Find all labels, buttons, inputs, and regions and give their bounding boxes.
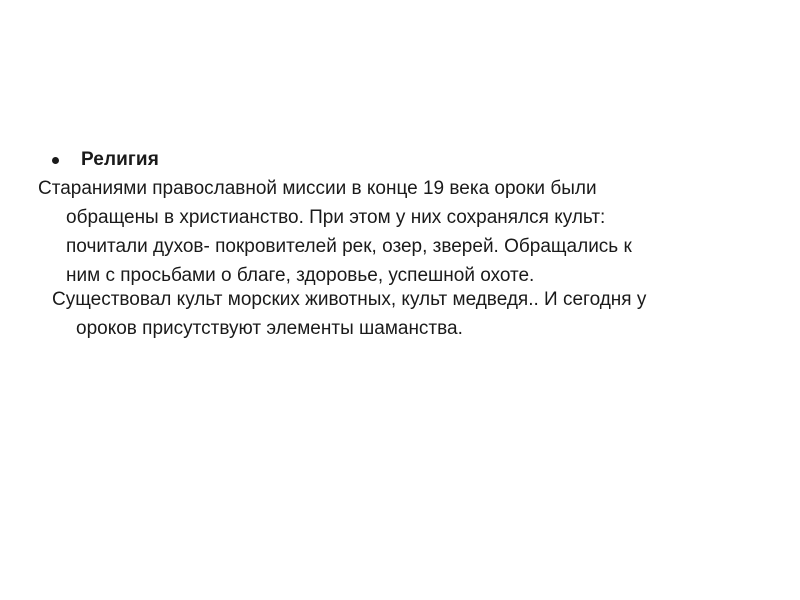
paragraph-cults [52,285,646,343]
paragraph-line: Существовал культ морских животных, культ медведя.. И сегодня у [52,289,647,310]
paragraph-line: ороков присутствуют элементы шаманства. [76,318,463,339]
paragraph-religion [38,174,632,290]
paragraph-line: почитали духов- покровителей рек, озер, зверей. Обращались к [66,236,632,257]
bullet-item [52,147,159,173]
paragraph-line: Стараниями православной миссии в конце 19 века ороки были [38,178,597,199]
section-heading: Религия [81,149,159,170]
bullet-dot-icon [52,157,59,164]
paragraph-line: ним с просьбами о благе, здоровье, успешной охоте. [66,265,535,286]
paragraph-line: обращены в христианство. При этом у них сохранялся культ: [66,207,606,228]
